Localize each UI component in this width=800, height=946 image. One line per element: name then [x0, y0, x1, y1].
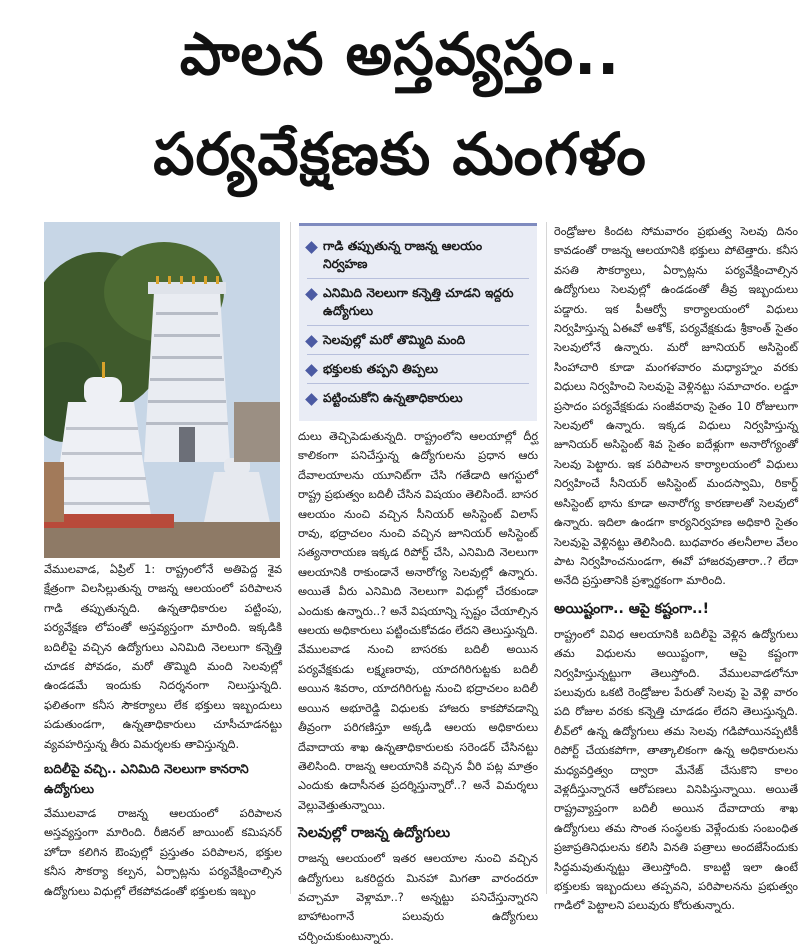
diamond-bullet-icon — [305, 335, 318, 348]
diamond-bullet-icon — [305, 288, 318, 301]
paragraph: దులు తెచ్చిపెడుతున్నది. రాష్ట్రంలోని ఆలయాల్లో దీర్ఘ కాలికంగా పనిచేస్తున్న ఉద్యోగులను ప్రధాన ఆరు దేవాలయాలను యూనిట్‌గా చేసి గతేడాది ఆగస్టులో రాష్ట్ర ప్రభుత్వం బదిలీ చేసిన విషయం తెలిసిందే. బాసర ఆలయం నుంచి వచ్చిన సీనియర్‌ అసిస్టెంట్‌ విలాస్‌ రావు, భద్రాచలం నుంచి వచ్చిన జూనియర్‌ అసిస్టెంట్‌ సత్యనారాయణ ఇక్కడ రిపోర్ట్‌ చేసి, ఎనిమిది నెలలుగా ఆలయానికి రాకుండానే అనారోగ్య సెలవుల్లో ఉన్నారు. అయితే వీరు ఎనిమిది నెలలుగా విధుల్లో చేరకుండా ఎందుకు ఉన్నారు..? అనే విషయాన్ని స్పష్టం చేయాల్సిన ఆలయ అధికారులు పట్టించుకోవడం లేదని తెలుస్తున్నది. వేములవాడ నుంచి బాసరకు బదిలీ అయిన పర్యవేక్షకుడు లక్ష్మణరావు, యాదగిరిగుట్టకు బదిలీ అయిన శివరాం, యాదగిరిగుట్ట నుంచి భద్రాచలం బదిలీ అయిన అభూరెడ్డి విధులకు హాజరు కాకపోవడాన్ని తీవ్రంగా పరిగణిస్తూ అక్కడి ఆలయ అధికారులు దేవాదాయ శాఖ ఉన్నతాధికారులకు సరెండర్‌ చేసినట్టు తెలిసింది. రాజన్న ఆలయానికి వచ్చిన వీరి పట్ల మాత్రం ఎందుకు ఉదాసీనత ప్రదర్శిస్తున్నారో..? అనే విమర్శలు వెల్లువెత్తుతున్నాయి. — [298, 430, 538, 812]
subheading-transfer: బదిలీపై వచ్చి.. ఎనిమిది నెలలుగా కానరాని ఉద్యోగులు — [44, 762, 249, 797]
subheading-reluctant: అయిష్టంగా.. ఆపై కష్టంగా..! — [554, 600, 709, 617]
diamond-bullet-icon — [305, 241, 318, 254]
paragraph: రెండ్రోజుల కిందట సోమవారం ప్రభుత్వ సెలవు దినం కావడంతో రాజన్న ఆలయానికి భక్తులు పోటెత్తారు. కనీస వసతి సౌకర్యాలు, ఏర్పాట్లను పర్యవేక్షించాల్సిన ఉద్యోగులు సెలవుల్లో ఉండడంతో తీవ్ర ఇబ్బందులు పడ్డారు. ఇక పీఆర్వో కార్యాలయంలో విధులు నిర్వహిస్తున్న ఏఈవో అశోక్‌, పర్యవేక్షకుడు శ్రీకాంత్‌ సైతం సెలవులోనే ఉన్నారు. మరో జూనియర్‌ అసిస్టెంట్‌ సింహాచారి కూడా మంగళవారం మధ్యాహ్నం వరకు విధులు నిర్వహించి సెలవుపై వెళ్లినట్టు సమాచారం. లడ్డూ ప్రసాదం పర్యవేక్షకుడు సంజీవరావు సైతం 10 రోజులుగా సెలవులో ఉన్నారు. ఇక్కడ విధులు నిర్వహిస్తున్న జూనియర్‌ అసిస్టెంట్‌ శివ సైతం ఐదేళ్లుగా అనారోగ్యంతో సెలవు పెట్టారు. ఇక పరిపాలన కార్యాలయంలో విధులు నిర్వహించే సీనియర్‌ అసిస్టెంట్‌ మందస్వామి, రికార్డ్‌ అసిస్టెంట్‌ భాను కూడా అనారోగ్య కారణాలతో సెలవులో ఉన్నారు. ఇదిలా ఉండగా కార్యనిర్వహణ అధికారి సైతం సెలవుపై వెళ్లినట్టు తెలిసింది. బుధవారం తలనీలాల వేలం పాట నిర్వహించనుండగా, ఈవో హాజరవుతారా..? లేదా అనేది ప్రస్తుతానికి ప్రశ్నార్థకంగా మారింది. — [554, 225, 798, 588]
headline-line-1: పాలన అస్తవ్యస్తం.. — [179, 20, 621, 88]
highlight-item: పట్టించుకోని ఉన్నతాధికారులు — [307, 384, 529, 412]
temple-gopuram-photo — [44, 222, 280, 558]
paragraph: రాష్ట్రంలో వివిధ ఆలయానికి బదిలీపై వెళ్లిన ఉద్యోగులు తమ విధులను అయిష్టంగా, ఆపై కష్టంగా నిర్వహిస్తున్నట్టుగా తెలుస్తోంది. వేములవాడలోనూ పలువురు ఒకటి రెండ్రోజుల పేరుతో సెలవు పై వెళ్లి వారం పది రోజుల వరకు కన్నెత్తి చూడడం లేదని తెలుస్తున్నది. లీవ్‌లో ఉన్న ఉద్యోగులు తమ సెలవు గడిపోయినప్పటికీ రిపోర్ట్‌ చేయకపోగా, తాత్కాలికంగా ఉన్న అధికారులను మధ్యవర్తిత్వం ద్వారా మేనేజ్‌ చేసుకొని కాలం వెళ్లదీస్తున్నారనే ఆరోపణలు వినిపిస్తున్నాయి. అయితే రాష్ట్రవ్యాప్తంగా బదిలీ అయిన దేవాదాయ శాఖ ఉద్యోగులు తమ సొంత సంస్థలకు వెళ్లేందుకు సంబంధిత ప్రజాప్రతినిధులను కలిసి వినతి పత్రాలు అందజేసేందుకు సిద్ధమవుతున్నట్టు తెలుస్తోంది. కాబట్టి ఇలా ఉంటే భక్తులకు ఇబ్బందులు తప్పవని, పరిపాలనను ప్రభుత్వం గాడిలో పెట్టాలని పలువురు కోరుతున్నారు. — [554, 627, 798, 913]
subheading-leave: సెలవుల్లో రాజన్న ఉద్యోగులు — [298, 825, 451, 842]
highlight-item: గాడి తప్పుతున్న రాజన్న ఆలయం నిర్వహణ — [307, 232, 529, 279]
highlight-item: ఎనిమిది నెలలుగా కన్నెత్తి చూడని ఇద్దరు ఉద్యోగులు — [307, 279, 529, 326]
column-divider — [546, 222, 547, 894]
paragraph: రాజన్న ఆలయంలో ఇతర ఆలయాల నుంచి వచ్చిన ఉద్యోగులు ఒకరిద్దరు మినహా మిగతా వారందరూ వచ్చామా వెళ్లామా..? అన్నట్టు పనిచేస్తున్నారని బాహాటంగానే పలువురు ఉద్యోగులు చర్చించుకుంటున్నారు. — [298, 852, 538, 943]
headline-line-2: పర్యవేక్షణకు మంగళం — [153, 120, 647, 188]
article-column-2 — [298, 427, 538, 946]
temple-photo-drawing — [44, 222, 280, 558]
dateline-paragraph: వేములవాడ, ఏప్రిల్‌ 1: రాష్ట్రంలోనే అతిపెద్ద శైవ క్షేత్రంగా విలసిల్లుతున్న రాజన్న ఆలయంలో పరిపాలన గాడి తప్పుతున్నది. ఉన్నతాధికారుల పట్టింపు, పర్యవేక్షణ లోపంతో అస్తవ్యస్తంగా మారింది. ఇక్కడికి బదిలీపై వచ్చిన ఉద్యోగులు ఎనిమిది నెలలుగా కన్నెత్తి చూడక పోవడం, మరో తొమ్మిది మంది సెలవుల్లో ఉండడమే ఇందుకు నిదర్శనంగా నిలుస్తున్నది. ఫలితంగా కనీస సౌకర్యాలు లేక భక్తులు ఇబ్బందులు పడుతుండగా, ఉన్నతాధికారులు చూసీచూడనట్టు వ్యవహరిస్తున్న తీరు విమర్శలకు తావిస్తున్నది. — [44, 563, 282, 751]
column-divider — [290, 222, 291, 894]
highlight-item: సెలవుల్లో మరో తొమ్మిది మంది — [307, 326, 529, 355]
diamond-bullet-icon — [305, 393, 318, 406]
highlights-box — [299, 223, 537, 421]
diamond-bullet-icon — [305, 364, 318, 377]
article-column-3 — [554, 222, 798, 916]
paragraph: వేములవాడ రాజన్న ఆలయంలో పరిపాలన అస్తవ్యస్తంగా మారింది. రీజినల్‌ జాయింట్‌ కమిషనర్‌ హోదా కలిగిన ఔంపుల్లో ప్రస్తుతం పరిపాలన, భక్తుల కనీస సౌకర్యా కల్పన, ఏర్పాట్లను పర్యవేక్షించాల్సిన ఉద్యోగులు విధుల్లో లేకపోవడంతో భక్తులకు ఇబ్బం — [44, 807, 282, 898]
highlight-item: భక్తులకు తప్పని తిప్పలు — [307, 355, 529, 384]
article-column-1 — [44, 560, 282, 901]
